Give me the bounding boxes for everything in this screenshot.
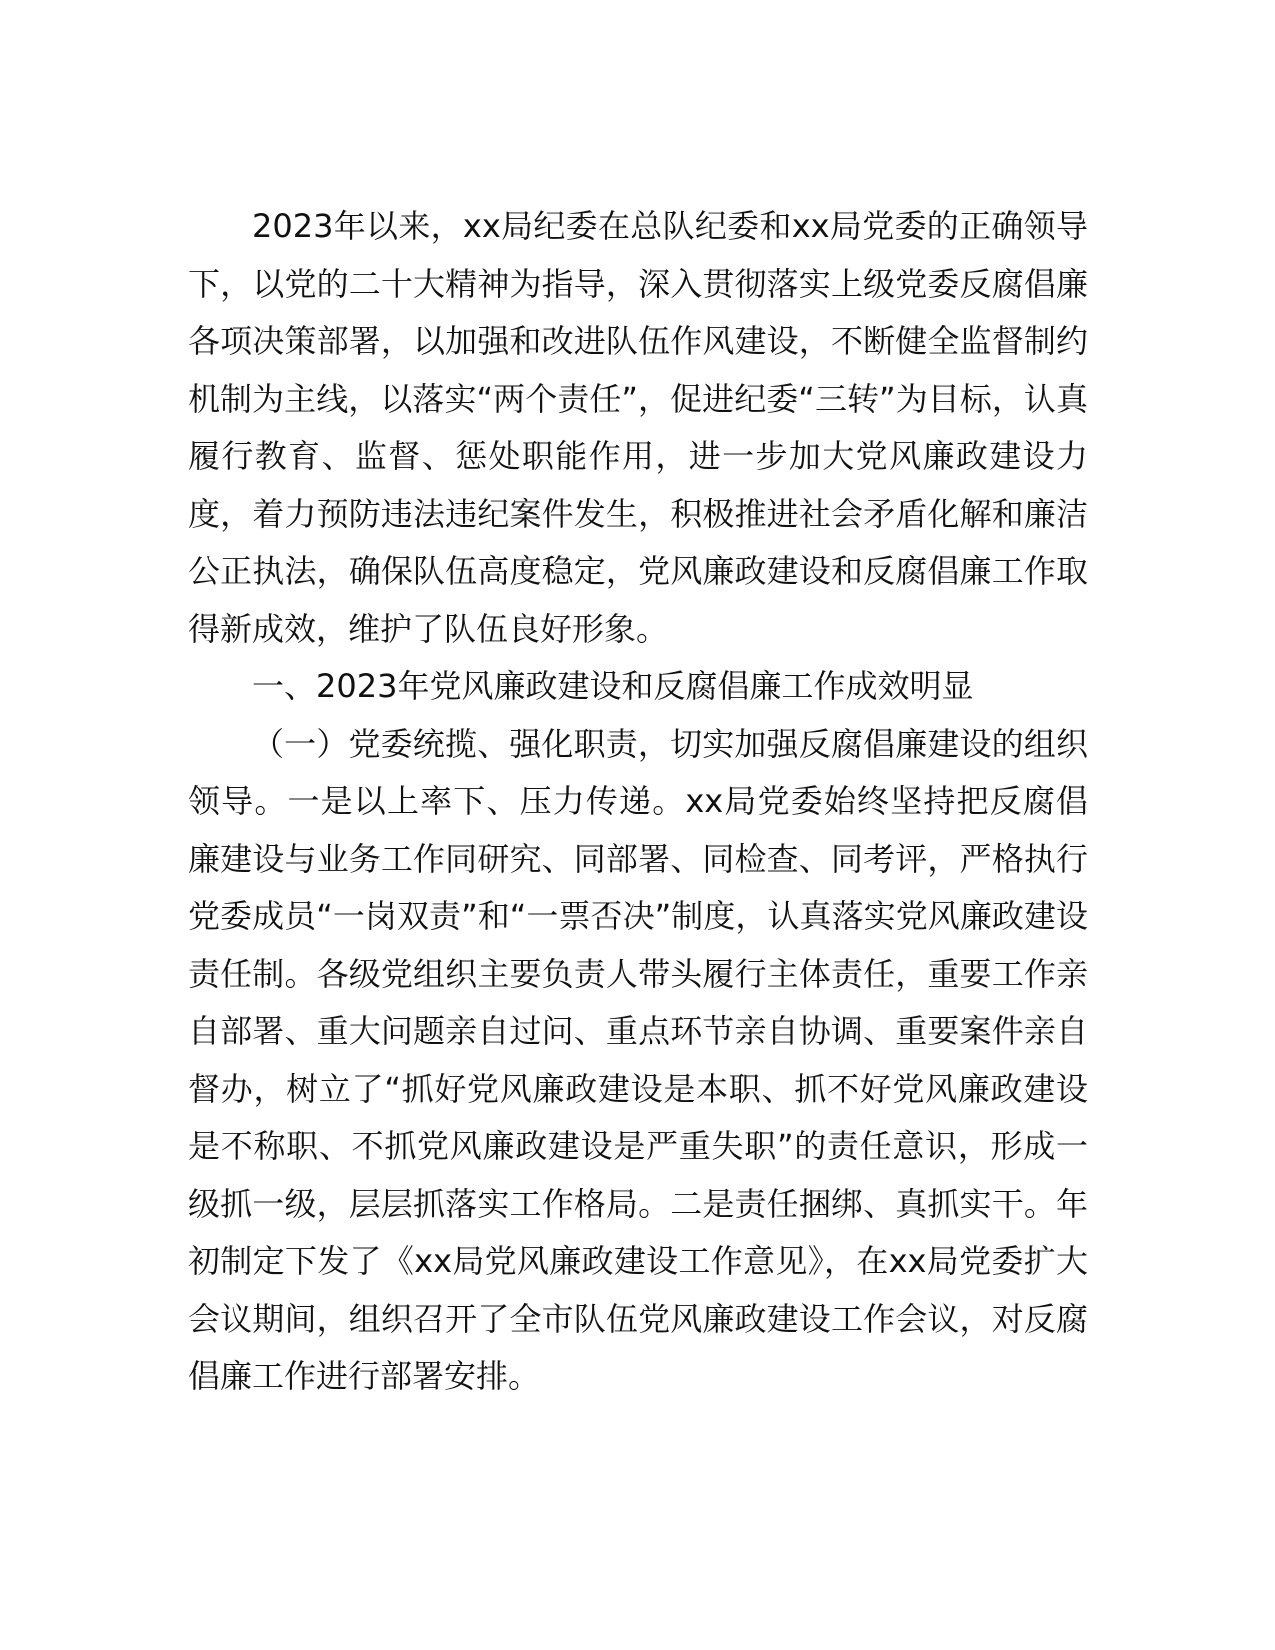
section-heading: 一、2023年党风廉政建设和反腐倡廉工作成效明显	[252, 667, 974, 705]
document-body	[188, 198, 1088, 1406]
subsection-paragraph: （一）党委统揽、强化职责，切实加强反腐倡廉建设的组织领导。一是以上率下、压力传递。xx局党委始终坚持把反腐倡廉建设与业务工作同研究、同部署、同检查、同考评，严格执行党委成员“一岗双责”和“一票否决”制度，认真落实党风廉政建设责任制。各级党组织主要负责人带头履行主体责任，重要工作亲自部署、重大问题亲自过问、重点环节亲自协调、重要案件亲自督办，树立了“抓好党风廉政建设是本职、抓不好党风廉政建设是不称职、不抓党风廉政建设是严重失职”的责任意识，形成一级抓一级，层层抓落实工作格局。二是责任捆绑、真抓实干。年初制定下发了《xx局党风廉政建设工作意见》，在xx局党委扩大会议期间，组织召开了全市队伍党风廉政建设工作会议，对反腐倡廉工作进行部署安排。	[188, 724, 1088, 1395]
intro-paragraph: 2023年以来，xx局纪委在总队纪委和xx局党委的正确领导下，以党的二十大精神为指导，深入贯彻落实上级党委反腐倡廉各项决策部署，以加强和改进队伍作风建设，不断健全监督制约机制为主线，以落实“两个责任”，促进纪委“三转”为目标，认真履行教育、监督、惩处职能作用，进一步加大党风廉政建设力度，着力预防违法违纪案件发生，积极推进社会矛盾化解和廉洁公正执法，确保队伍高度稳定，党风廉政建设和反腐倡廉工作取得新成效，维护了队伍良好形象。	[188, 207, 1088, 648]
